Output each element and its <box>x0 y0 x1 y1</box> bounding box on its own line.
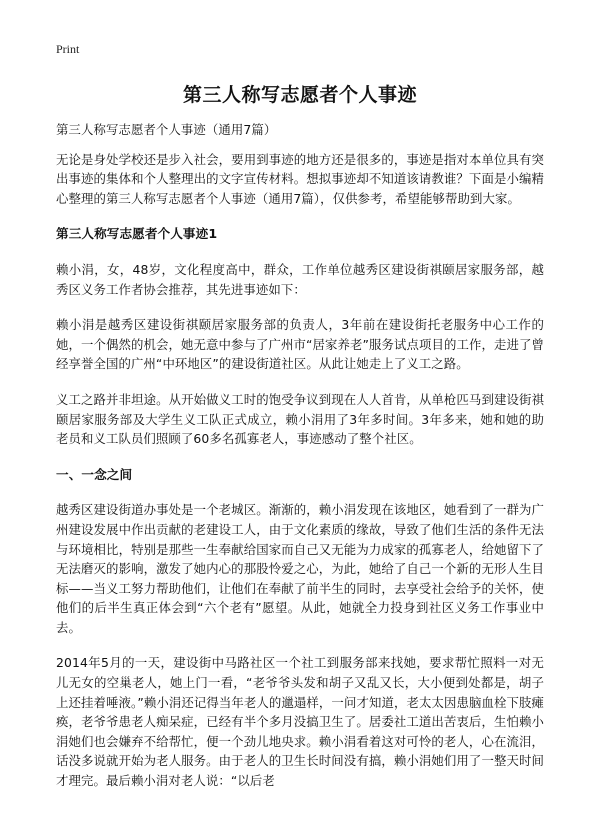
paragraph-5: 2014年5月的一天，建设街中马路社区一个社工到服务部来找她，要求帮忙照料一对无儿无女的空巢老人，她上门一看，“老爷爷头发和胡子又乱又长，大小便到处都是，胡子上还挂着唾液。”赖小涓还记得当年老人的邋遢样，一问才知道，老太太因患脑血栓下肢瘫痪，老爷爷患老人痴呆症，已经有半个多月没搞卫生了。居委社工道出苦衷后，生怕赖小涓她们也会嫌弃不给帮忙，便一个劲儿地央求。赖小涓看着这对可怜的老人，心在流泪，话没多说就开始为老人服务。由于老人的卫生长时间没有搞，赖小涓她们用了一整天时间才理完。最后赖小涓对老人说：“以后老 <box>56 655 544 789</box>
article-subtitle: 第三人称写志愿者个人事迹（通用7篇） <box>56 122 277 137</box>
paragraph-1: 赖小涓，女，48岁，文化程度高中，群众，工作单位越秀区建设街祺颐居家服务部，越秀区义务工作者协会推荐，其先进事迹如下： <box>56 261 544 297</box>
intro-paragraph: 无论是身处学校还是步入社会，要用到事迹的地方还是很多的，事迹是指对本单位具有突出事迹的集体和个人整理出的文字宣传材料。想拟事迹却不知道该请教谁？下面是小编精心整理的第三人称写志愿者个人事迹（通用7篇），仅供参考，希望能够帮助到大家。 <box>56 151 544 206</box>
paragraph-3: 义工之路并非坦途。从开始做义工时的饱受争议到现在人人首肯，从单枪匹马到建设街祺颐居家服务部及大学生义工队正式成立，赖小涓用了3年多时间。3年多来，她和她的助老员和义工队员们照顾了60多名孤寡老人，事迹感动了整个社区。 <box>56 391 544 447</box>
page-title: 第三人称写志愿者个人事迹 <box>182 84 417 106</box>
section-heading: 第三人称写志愿者个人事迹1 <box>56 226 218 242</box>
paragraph-4: 越秀区建设街道办事处是一个老城区。渐渐的，赖小涓发现在该地区，她看到了一群为广州建设发展中作出贡献的老建设工人，由于文化素质的缘故，导致了他们生活的条件无法与环境相比，特别是那些一生奉献给国家而自己又无能为力成家的孤寡老人，给她留下了无法磨灭的影响，激发了她内心的那股怜爱之心，为此，她给了自己一个新的无形人生目标——当义工努力帮助他们，让他们在奉献了前半生的同时，去享受社会给予的关怀，使他们的后半生真正体会到“六个老有”愿望。从此，她就全力投身到社区义务工作事业中去。 <box>56 502 544 635</box>
paragraph-2: 赖小涓是越秀区建设街祺颐居家服务部的负责人，3年前在建设街托老服务中心工作的她，一个偶然的机会，她无意中参与了广州市“居家养老”服务试点项目的工作，走进了曾经享誉全国的广州“中环地区”的建设街道社区。从此让她走上了义工之路。 <box>56 317 544 372</box>
article-body <box>56 120 544 807</box>
print-label: Print <box>56 42 80 56</box>
sub-heading: 一、一念之间 <box>56 466 133 482</box>
